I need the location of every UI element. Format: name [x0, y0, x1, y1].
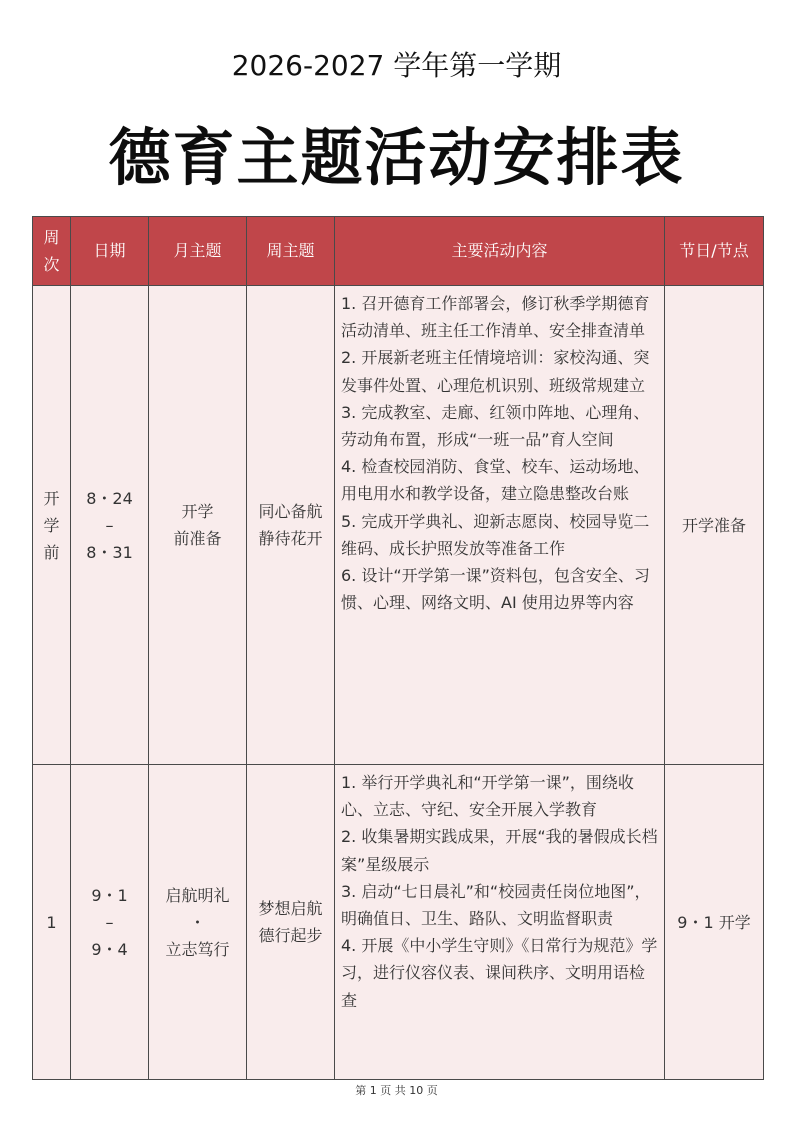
column-header-activities: 主要活动内容 [335, 217, 665, 286]
activity-item: 5. 完成开学典礼、迎新志愿岗、校园导览二维码、成长护照发放等准备工作 [341, 511, 650, 558]
column-header-month-theme: 月主题 [149, 217, 247, 286]
month-theme-line: 前准备 [173, 529, 222, 548]
table-row [33, 286, 764, 765]
month-theme-line: ・ [189, 912, 206, 932]
document-title: 德育主题活动安排表 [108, 121, 685, 194]
activity-item: 3. 完成教室、走廊、红领巾阵地、心理角、劳动角布置，形成“一班一品”育人空间 [341, 402, 650, 450]
date-end: 9・4 [91, 939, 128, 959]
date-cell [71, 765, 149, 1080]
activity-item: 2. 开展新老班主任情境培训：家校沟通、突发事件处置、心理危机识别、班级常规建立 [341, 348, 650, 395]
activities-cell [335, 765, 665, 1080]
page-footer: 第 1 页 共 10 页 [355, 1084, 438, 1097]
date-end: 8・31 [86, 542, 133, 562]
column-header-festival: 节日/节点 [665, 217, 764, 286]
date-cell [71, 286, 149, 765]
activity-item: 4. 检查校园消防、食堂、校车、运动场地、用电用水和教学设备，建立隐患整改台账 [341, 457, 650, 504]
week-theme-line: 德行起步 [258, 926, 323, 945]
activities-cell [335, 286, 665, 765]
schedule-table [32, 216, 764, 1080]
festival-cell: 9・1 开学 [665, 765, 764, 1080]
month-theme-cell [149, 765, 247, 1080]
activity-item: 2. 收集暑期实践成果，开展“我的暑假成长档案”星级展示 [341, 827, 658, 874]
activity-item: 3. 启动“七日晨礼”和“校园责任岗位地图”，明确值日、卫生、路队、文明监督职责 [341, 881, 651, 929]
month-theme-line: 开学 [181, 502, 214, 521]
week-theme-line: 同心备航 [258, 502, 323, 521]
month-theme-line: 启航明礼 [165, 885, 230, 905]
festival-cell: 开学准备 [665, 286, 764, 765]
week-theme-line: 静待花开 [258, 529, 323, 548]
column-header-week-theme: 周主题 [247, 217, 335, 286]
activity-item: 6. 设计“开学第一课”资料包，包含安全、习惯、心理、网络文明、AI 使用边界等内容 [341, 566, 650, 613]
month-theme-cell [149, 286, 247, 765]
week-cell: 开学前 [33, 286, 71, 765]
week-theme-cell [247, 286, 335, 765]
document-subtitle: 2026-2027 学年第一学期 [231, 49, 562, 82]
date-separator: – [105, 912, 114, 932]
activity-item: 1. 举行开学典礼和“开学第一课”，围绕收心、立志、守纪、安全开展入学教育 [341, 773, 634, 820]
week-theme-cell [247, 765, 335, 1080]
date-start: 8・24 [86, 488, 133, 508]
activity-item: 1. 召开德育工作部署会，修订秋季学期德育活动清单、班主任工作清单、安全排查清单 [341, 294, 650, 341]
table-row [33, 765, 764, 1080]
week-theme-line: 梦想启航 [258, 899, 323, 918]
month-theme-line: 立志笃行 [165, 939, 230, 959]
activity-item: 4. 开展《中小学生守则》《日常行为规范》学习，进行仪容仪表、课间秩序、文明用语检查 [341, 936, 658, 1010]
column-header-week: 周次 [33, 217, 71, 286]
column-header-date: 日期 [71, 217, 149, 286]
date-start: 9・1 [91, 885, 128, 905]
table-header-row [33, 217, 764, 286]
week-cell: 1 [33, 765, 71, 1080]
date-separator: – [105, 515, 114, 535]
